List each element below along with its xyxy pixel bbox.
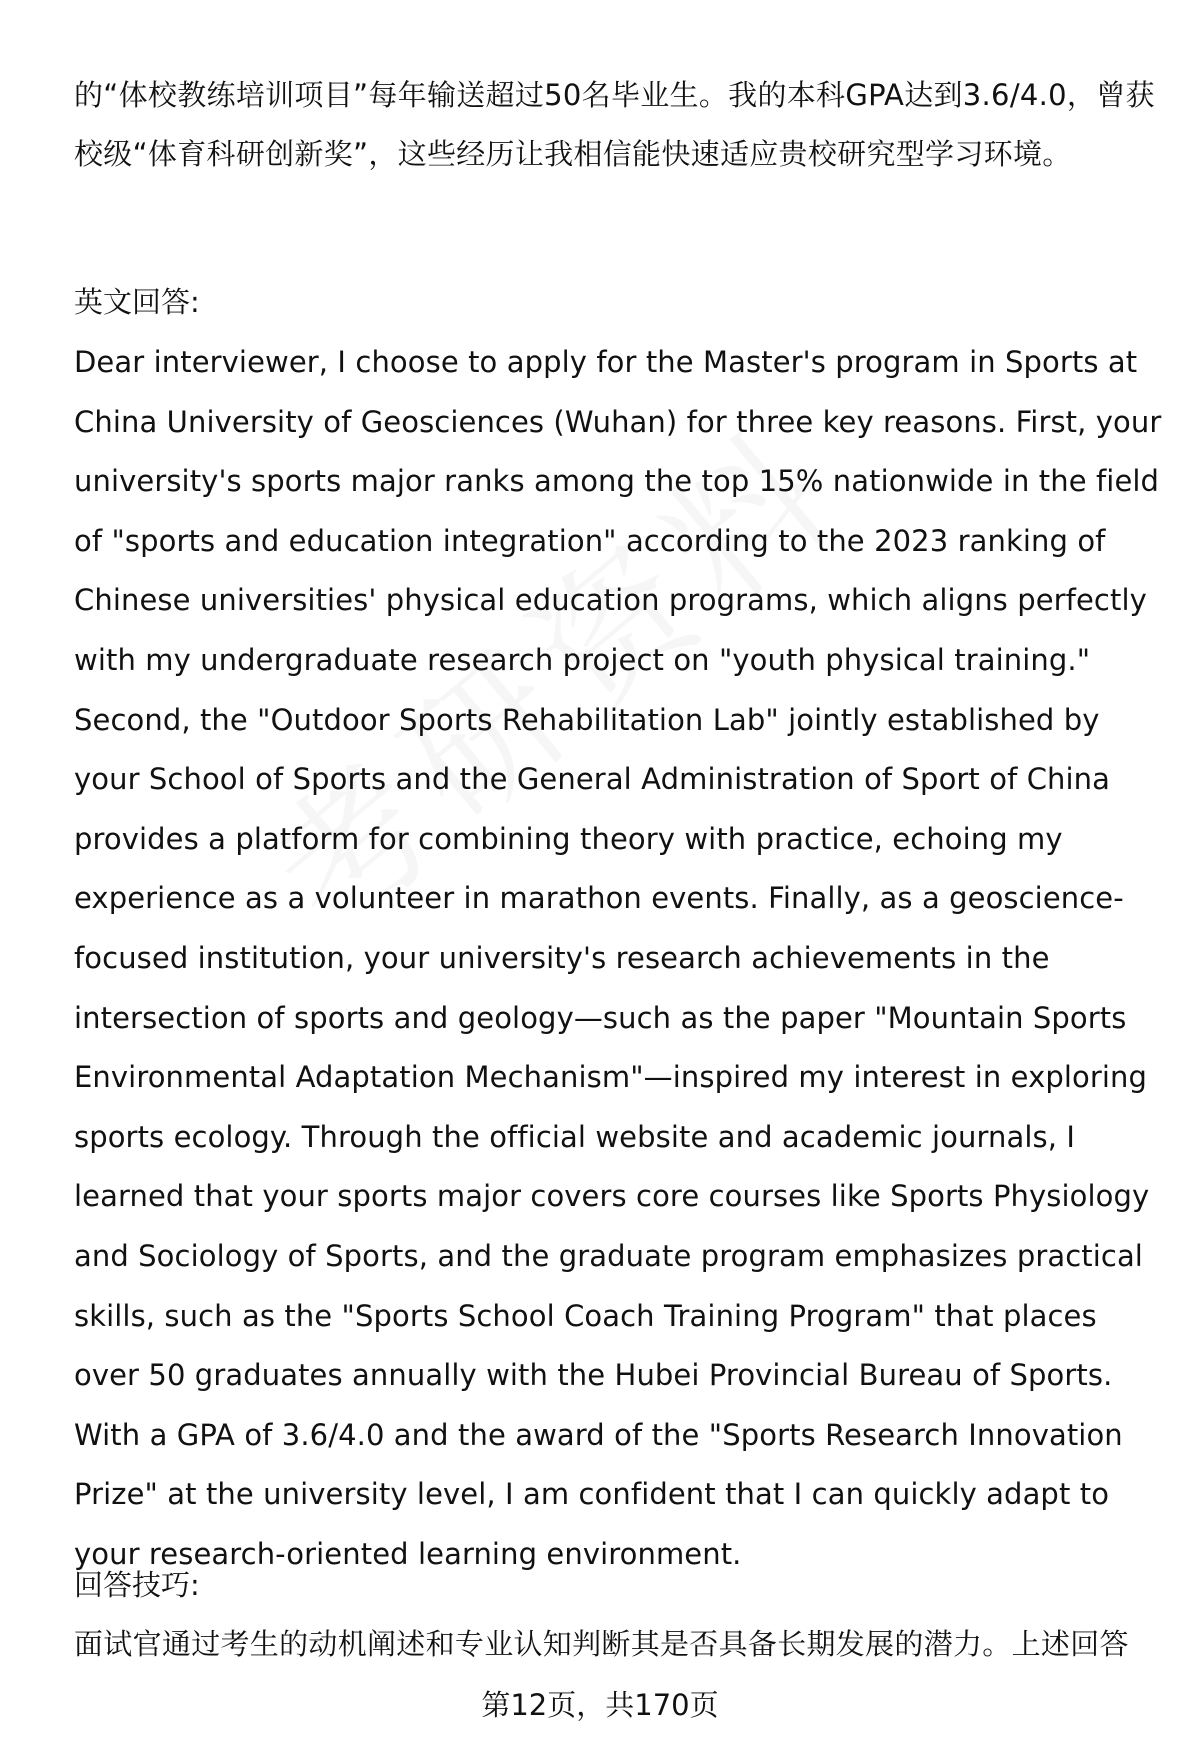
answer-tips-paragraph: 面试官通过考生的动机阐述和专业认知判断其是否具备长期发展的潜力。上述回答: [74, 1627, 1129, 1661]
english-answer-paragraph: Dear interviewer, I choose to apply for the Master's program in Sports at China University of Geosciences (Wuhan) for three key reasons. First, your university's sports major ranks among the top 15% nationwide in the field of "sports and education integration" according to the 2023 ranking of Chinese universities' physical education programs, which aligns perfectly with my undergraduate research project on "youth physical training." Second, the "Outdoor Sports Rehabilitation Lab" jointly established by your School of Sports and the General Administration of Sport of China provides a platform for combining theory with practice, echoing my experience as a volunteer in marathon events. Finally, as a geoscience-focused institution, your university's research achievements in the intersection of sports and geology—such as the paper "Mountain Sports Environmental Adaptation Mechanism"—inspired my interest in exploring sports ecology. Through the official website and academic journals, I learned that your sports major covers core courses like Sports Physiology and Sociology of Sports, and the graduate program emphasizes practical skills, such as the "Sports School Coach Training Program" that places over 50 graduates annually with the Hubei Provincial Bureau of Sports. With a GPA of 3.6/4.0 and the award of the "Sports Research Innovation Prize" at the university level, I am confident that I can quickly adapt to your research-oriented learning environment.: [74, 345, 1162, 1571]
intro-paragraph: 的“体校教练培训项目”每年输送超过50名毕业生。我的本科GPA达到3.6/4.0，曾获校级“体育科研创新奖”，这些经历让我相信能快速适应贵校研究型学习环境。: [74, 78, 1155, 171]
page-number-footer: 第12页，共170页: [481, 1688, 719, 1722]
answer-tips-heading: 回答技巧:: [74, 1568, 200, 1602]
english-answer-heading: 英文回答:: [74, 285, 200, 319]
